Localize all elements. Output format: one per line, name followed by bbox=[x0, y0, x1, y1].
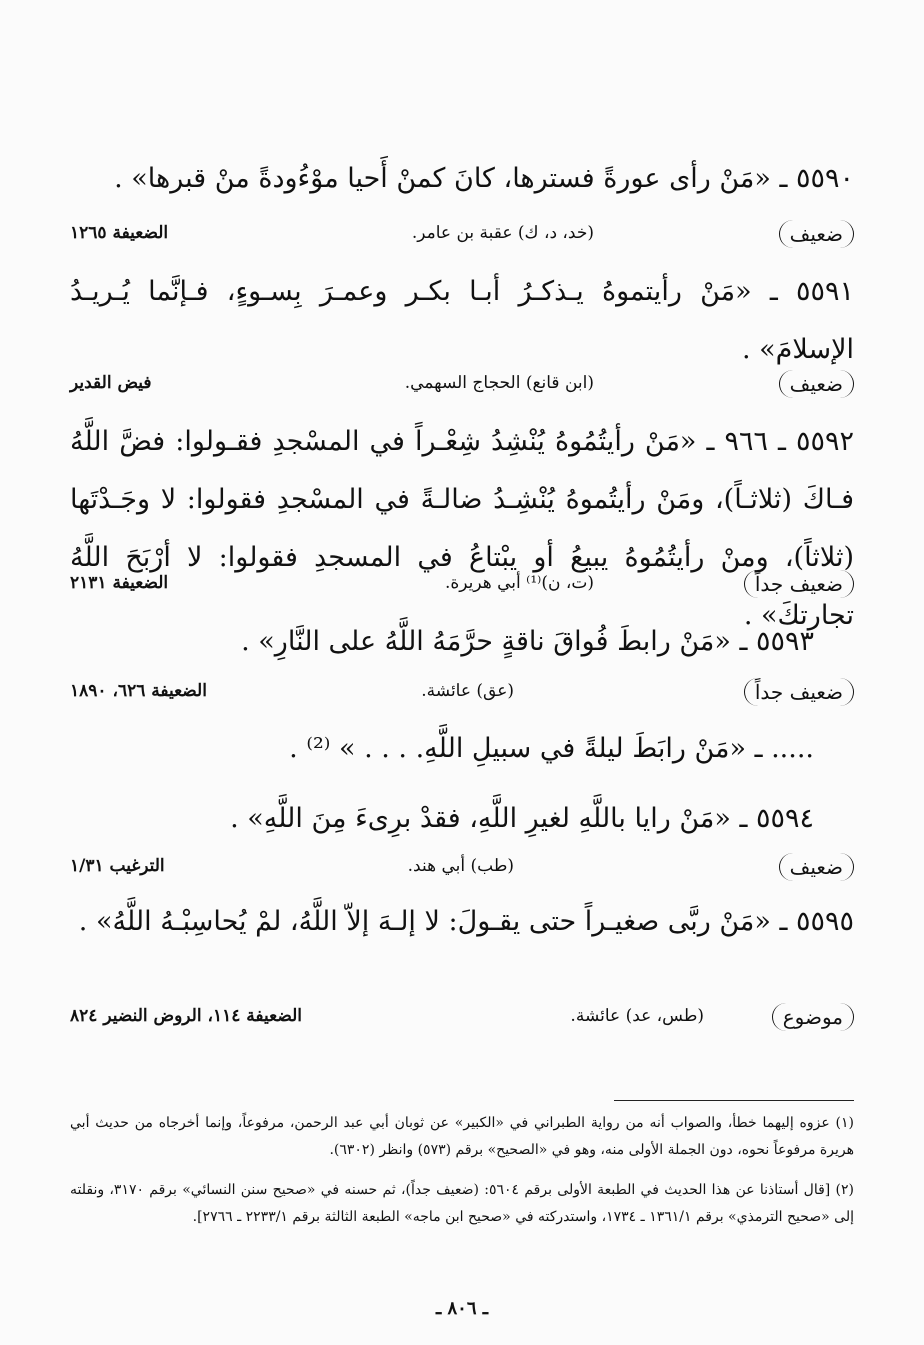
source-text: (ت، ن)⁽¹⁾ أبي هريرة. bbox=[444, 573, 594, 593]
grade-row bbox=[70, 370, 854, 404]
grade-badge: ضعيف جداً bbox=[744, 570, 854, 598]
footnote: (٢) [قال أستاذنا عن هذا الحديث في الطبعة الأولى برقم ٥٦٠٤: (ضعيف جداً)، ثم حسنه في «صحيح سنن النسائي» برقم ٣١٧٠، ونقلته إلى «صحيح الترمذي» برقم ١٣٦١/١ ـ ١٧٣٤، واستدركته في «صحيح ابن ماجه» الطبعة الثالثة برقم ٢٢٣٣/١ ـ ٢٧٦٦]. bbox=[70, 1182, 855, 1225]
grade-badge: ضعيف bbox=[779, 370, 854, 398]
grade-badge: ضعيف bbox=[779, 853, 854, 881]
grade-row bbox=[70, 853, 854, 887]
source-text: (عق) عائشة. bbox=[421, 681, 514, 701]
grade-row bbox=[70, 678, 854, 712]
grade-row bbox=[70, 570, 854, 604]
source-text: (ابن قانع) الحجاج السهمي. bbox=[404, 373, 594, 393]
grade-row bbox=[70, 220, 854, 254]
grade-badge: ضعيف bbox=[779, 220, 854, 248]
reference-text: الضعيفة ١٢٦٥ bbox=[70, 223, 169, 243]
hadith-text: ٥٥٩١ ـ «مَنْ رأيتموهُ يـذكـرُ أبـا بكـر وعمـرَ بِسـوءٍ، فـإنَّما يُـريـدُ الإسلامَ» . bbox=[70, 276, 854, 365]
reference-text: فيض القدير bbox=[70, 373, 152, 393]
reference-text: الضعيفة ٢١٣١ bbox=[70, 573, 169, 593]
hadith-text: ٥٥٩٠ ـ «مَنْ رأى عورةً فسترها، كانَ كمنْ أَحيا موْءُودةً منْ قبرها» . bbox=[114, 163, 854, 194]
page-number: ـ ٨٠٦ ـ bbox=[435, 1298, 489, 1319]
hadith-text: ٥٥٩٢ ـ ٩٦٦ ـ «مَنْ رأيتُمُوهُ يُنْشِدُ شِعْـراً في المسْجدِ فقـولوا: فضَّ اللَّهُ فـاكَ (ثلاثـاً)، ومَنْ رأيتُموهُ يُنْشِـدُ ضالـةً في المسْجدِ فقولوا: لا وجَـدْتَها (ثلاثاً)، ومنْ رأيتُمُوهُ يبيعُ أو يبْتاعُ في المسجدِ فقولوا: لا أرْبَحَ اللَّهُ تجارتكَ» . bbox=[70, 426, 854, 631]
grade-row bbox=[70, 1003, 854, 1037]
source-text: (طب) أبي هند. bbox=[407, 856, 514, 876]
hadith-text: ٥٥٩٤ ـ «مَنْ رايا باللَّهِ لغيرِ اللَّهِ، فقدْ برِىءَ مِنَ اللَّهِ» . bbox=[230, 803, 814, 834]
hadith-text: ..... ـ «مَنْ رابَطَ ليلةً في سبيلِ اللَّهِ. . . . » ⁽²⁾ . bbox=[289, 733, 814, 764]
source-text: (طس، عد) عائشة. bbox=[570, 1006, 704, 1026]
reference-text: الترغيب ١/٣١ bbox=[70, 856, 165, 876]
footnote: (١) عزوه إليهما خطأ، والصواب أنه من رواية الطبراني في «الكبير» عن ثوبان أبي عبد الرحمن، مرفوعاً، وإنما أخرجاه من حديث أبي هريرة مرفوعاً نحوه، دون الجملة الأولى منه، وهو في «الصحيح» برقم (٥٧٣) وانظر (٦٣٠٢). bbox=[70, 1115, 854, 1158]
hadith-text: ٥٥٩٥ ـ «مَنْ ربَّى صغيـراً حتى يقـولَ: لا إلـهَ إلاّ اللَّهُ، لمْ يُحاسِبْـهُ اللَّهُ» . bbox=[78, 906, 854, 937]
reference-text: الضعيفة ٦٢٦، ١٨٩٠ bbox=[70, 681, 207, 701]
grade-badge: ضعيف جداً bbox=[744, 678, 854, 706]
grade-badge: موضوع bbox=[772, 1003, 854, 1031]
footnote-divider bbox=[614, 1100, 854, 1101]
reference-text: الضعيفة ١١٤، الروض النضير ٨٢٤ bbox=[70, 1006, 302, 1026]
source-text: (خد، د، ك) عقبة بن عامر. bbox=[411, 223, 594, 243]
hadith-text: ٥٥٩٣ ـ «مَنْ رابطَ فُواقَ ناقةٍ حرَّمَهُ اللَّهُ على النَّارِ» . bbox=[241, 626, 814, 657]
